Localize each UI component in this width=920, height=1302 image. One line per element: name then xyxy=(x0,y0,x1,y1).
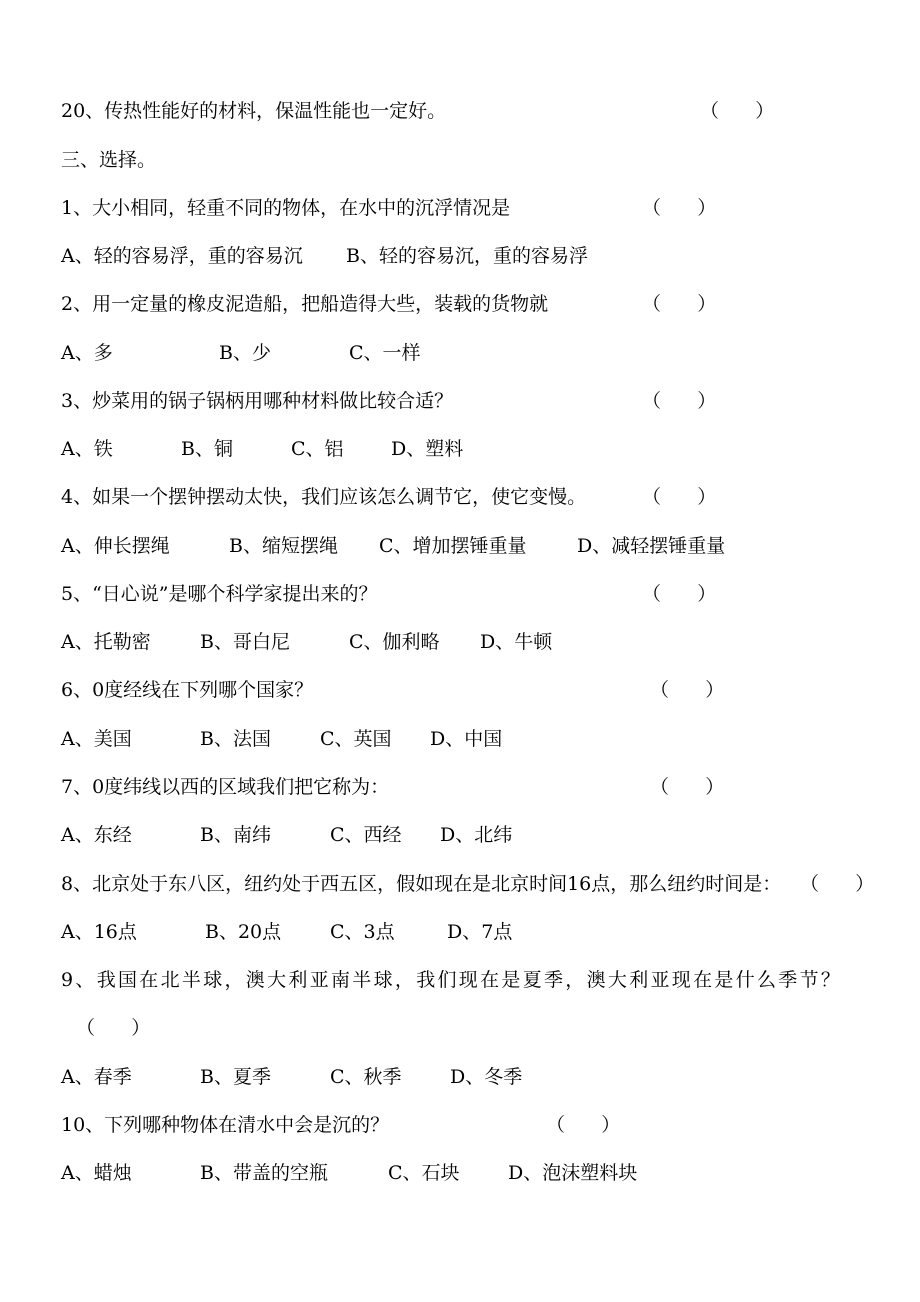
option-10b: B、带盖的空瓶 xyxy=(200,1162,328,1184)
option-7b: B、南纬 xyxy=(200,824,271,846)
option-10a: A、蜡烛 xyxy=(61,1162,132,1184)
option-6c: C、英国 xyxy=(320,728,392,750)
question-2: 2、用一定量的橡皮泥造船，把船造得大些，装载的货物就 xyxy=(61,293,549,315)
question-3: 3、炒菜用的锅子锅柄用哪种材料做比较合适？ xyxy=(61,390,454,412)
answer-blank-7: （ ） xyxy=(650,776,725,798)
option-3c: C、铝 xyxy=(291,438,344,460)
option-2c: C、一样 xyxy=(349,342,421,364)
question-7: 7、0度纬线以西的区域我们把它称为： xyxy=(61,776,390,798)
option-9a: A、春季 xyxy=(61,1066,132,1088)
option-2a: A、多 xyxy=(61,342,113,364)
question-4: 4、如果一个摆钟摆动太快，我们应该怎么调节它，使它变慢。 xyxy=(61,486,587,508)
answer-blank-1: （ ） xyxy=(642,197,717,219)
option-5d: D、牛顿 xyxy=(480,631,553,653)
question-20: 20、传热性能好的材料，保温性能也一定好。 xyxy=(61,100,447,122)
option-8c: C、3点 xyxy=(330,921,395,943)
option-9b: B、夏季 xyxy=(200,1066,271,1088)
option-5a: A、托勒密 xyxy=(61,631,151,653)
option-5b: B、哥白尼 xyxy=(200,631,290,653)
option-4b: B、缩短摆绳 xyxy=(229,535,338,557)
option-7d: D、北纬 xyxy=(440,824,513,846)
option-5c: C、伽利略 xyxy=(349,631,440,653)
question-9: 9、我国在北半球，澳大利亚南半球，我们现在是夏季，澳大利亚现在是什么季节？ xyxy=(61,969,843,991)
option-1b: B、轻的容易沉，重的容易浮 xyxy=(346,245,588,267)
answer-blank-2: （ ） xyxy=(642,293,717,315)
option-4d: D、减轻摆锤重量 xyxy=(577,535,726,557)
option-9d: D、冬季 xyxy=(450,1066,523,1088)
option-9c: C、秋季 xyxy=(330,1066,402,1088)
option-6b: B、法国 xyxy=(200,728,271,750)
option-6d: D、中国 xyxy=(430,728,503,750)
option-2b: B、少 xyxy=(219,342,271,364)
option-10d: D、泡沫塑料块 xyxy=(508,1162,638,1184)
answer-blank-8: （ ） xyxy=(800,873,875,895)
question-5: 5、“日心说”是哪个科学家提出来的？ xyxy=(61,583,378,605)
answer-blank-6: （ ） xyxy=(650,679,725,701)
option-3a: A、铁 xyxy=(61,438,113,460)
option-6a: A、美国 xyxy=(61,728,132,750)
answer-blank-10: （ ） xyxy=(546,1114,621,1136)
option-3b: B、铜 xyxy=(181,438,233,460)
option-10c: C、石块 xyxy=(388,1162,460,1184)
option-3d: D、塑料 xyxy=(391,438,464,460)
question-1: 1、大小相同，轻重不同的物体，在水中的沉浮情况是 xyxy=(61,197,511,219)
answer-blank-20: （ ） xyxy=(700,100,775,122)
question-8: 8、北京处于东八区，纽约处于西五区，假如现在是北京时间16点，那么纽约时间是： xyxy=(61,873,782,895)
question-10: 10、下列哪种物体在清水中会是沉的？ xyxy=(61,1114,390,1136)
option-8b: B、20点 xyxy=(205,921,282,943)
question-6: 6、0度经线在下列哪个国家？ xyxy=(61,679,314,701)
option-8d: D、7点 xyxy=(447,921,513,943)
option-1a: A、轻的容易浮，重的容易沉 xyxy=(61,245,303,267)
option-7a: A、东经 xyxy=(61,824,132,846)
answer-blank-4: （ ） xyxy=(642,486,717,508)
option-4a: A、伸长摆绳 xyxy=(61,535,170,557)
answer-blank-5: （ ） xyxy=(642,583,717,605)
answer-blank-3: （ ） xyxy=(642,390,717,412)
section-title-choice: 三、选择。 xyxy=(61,149,157,171)
answer-blank-9: （ ） xyxy=(76,1017,151,1039)
option-4c: C、增加摆锤重量 xyxy=(379,535,527,557)
option-7c: C、西经 xyxy=(330,824,402,846)
option-8a: A、16点 xyxy=(61,921,137,943)
